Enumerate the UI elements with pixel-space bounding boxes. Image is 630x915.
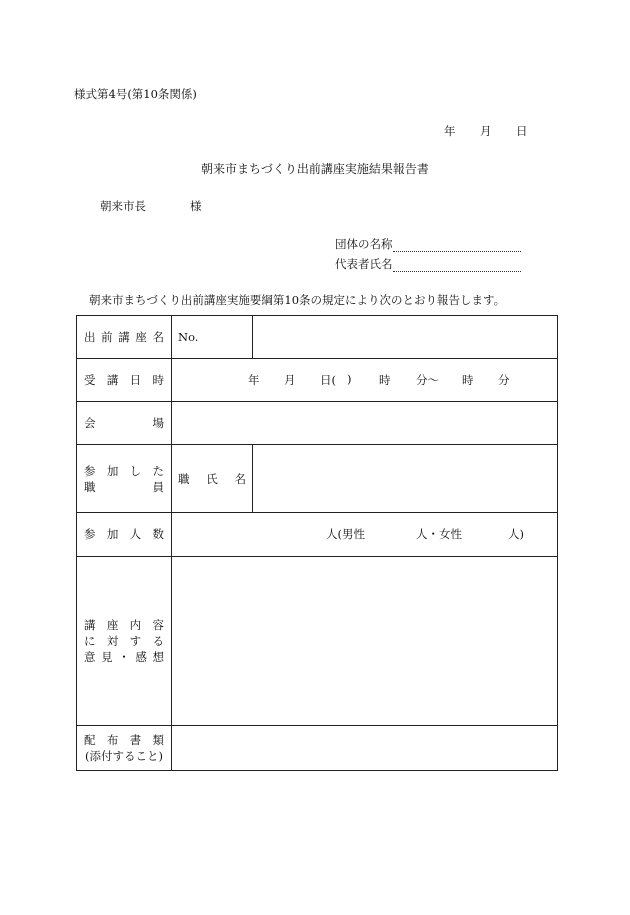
datetime-label: 受講日時 [84,373,164,388]
materials-field[interactable] [172,725,558,770]
group-name-line [335,236,521,252]
representative-field[interactable] [393,259,521,272]
participants-label-cell [77,513,172,556]
form-number: 様式第4号(第10条関係) [74,87,197,101]
staff-label-cell [77,445,172,513]
row-materials [77,725,558,770]
dt-hour2: 時 [462,373,474,388]
opinions-label-line1: 講座内容 [84,617,164,632]
dt-year: 年 [248,373,260,388]
row-datetime [77,359,558,402]
participants-male-unit: 人・女性 [416,527,462,542]
group-name-field[interactable] [393,239,521,252]
staff-name-label: 職氏名 [178,471,246,486]
row-staff [77,445,558,513]
row-venue [77,402,558,445]
intro-text: 朝来市まちづくり出前講座実施要綱第10条の規定により次のとおり報告します。 [89,293,506,307]
opinions-field[interactable] [172,556,558,725]
materials-label-cell [77,725,172,770]
row-opinions [77,556,558,725]
materials-label-line2: (添付すること) [85,748,163,763]
dt-hour1: 時 [379,373,391,388]
datetime-label-cell [77,359,172,402]
report-table [76,315,558,771]
addressee-honorific: 様 [190,199,202,213]
staff-label-line2: 職員 [84,479,164,494]
staff-name-field[interactable] [253,445,558,513]
dt-minute1: 分〜 [416,373,439,388]
date-line [444,123,528,139]
addressee-name: 朝来市長 [100,199,146,213]
course-name-label: 出前講座名 [84,330,164,345]
venue-label: 会場 [84,416,164,431]
participants-total-unit: 人(男性 [326,527,365,542]
date-year: 年 [444,124,456,138]
opinions-label-line2: に対する [84,633,164,648]
participants-label: 参加人数 [84,527,164,542]
venue-field[interactable] [172,402,558,445]
venue-label-cell [77,402,172,445]
materials-label-line1: 配布書類 [84,732,164,747]
date-day: 日 [516,124,528,138]
course-no-cell[interactable] [172,316,253,359]
participants-female-unit: 人) [508,527,524,542]
datetime-field[interactable] [172,359,558,402]
staff-name-label-cell [172,445,253,513]
group-name-label: 団体の名称 [335,237,393,251]
row-participants [77,513,558,556]
dt-month: 月 [284,373,296,388]
opinions-label-line3: 意見・感想 [84,649,164,664]
course-name-field[interactable] [253,316,558,359]
date-month: 月 [480,124,492,138]
opinions-label-cell [77,556,172,725]
course-name-label-cell [77,316,172,359]
dt-day: 日( [320,373,336,388]
representative-line [335,256,521,272]
dt-minute2: 分 [498,373,510,388]
representative-label: 代表者氏名 [335,257,393,271]
row-course-name [77,316,558,359]
participants-field[interactable] [172,513,558,556]
dt-paren: ) [347,372,352,387]
addressee [100,198,202,214]
course-no-label: No. [178,330,199,345]
staff-label-line1: 参加した [84,463,164,478]
document-title: 朝来市まちづくり出前講座実施結果報告書 [201,162,429,176]
